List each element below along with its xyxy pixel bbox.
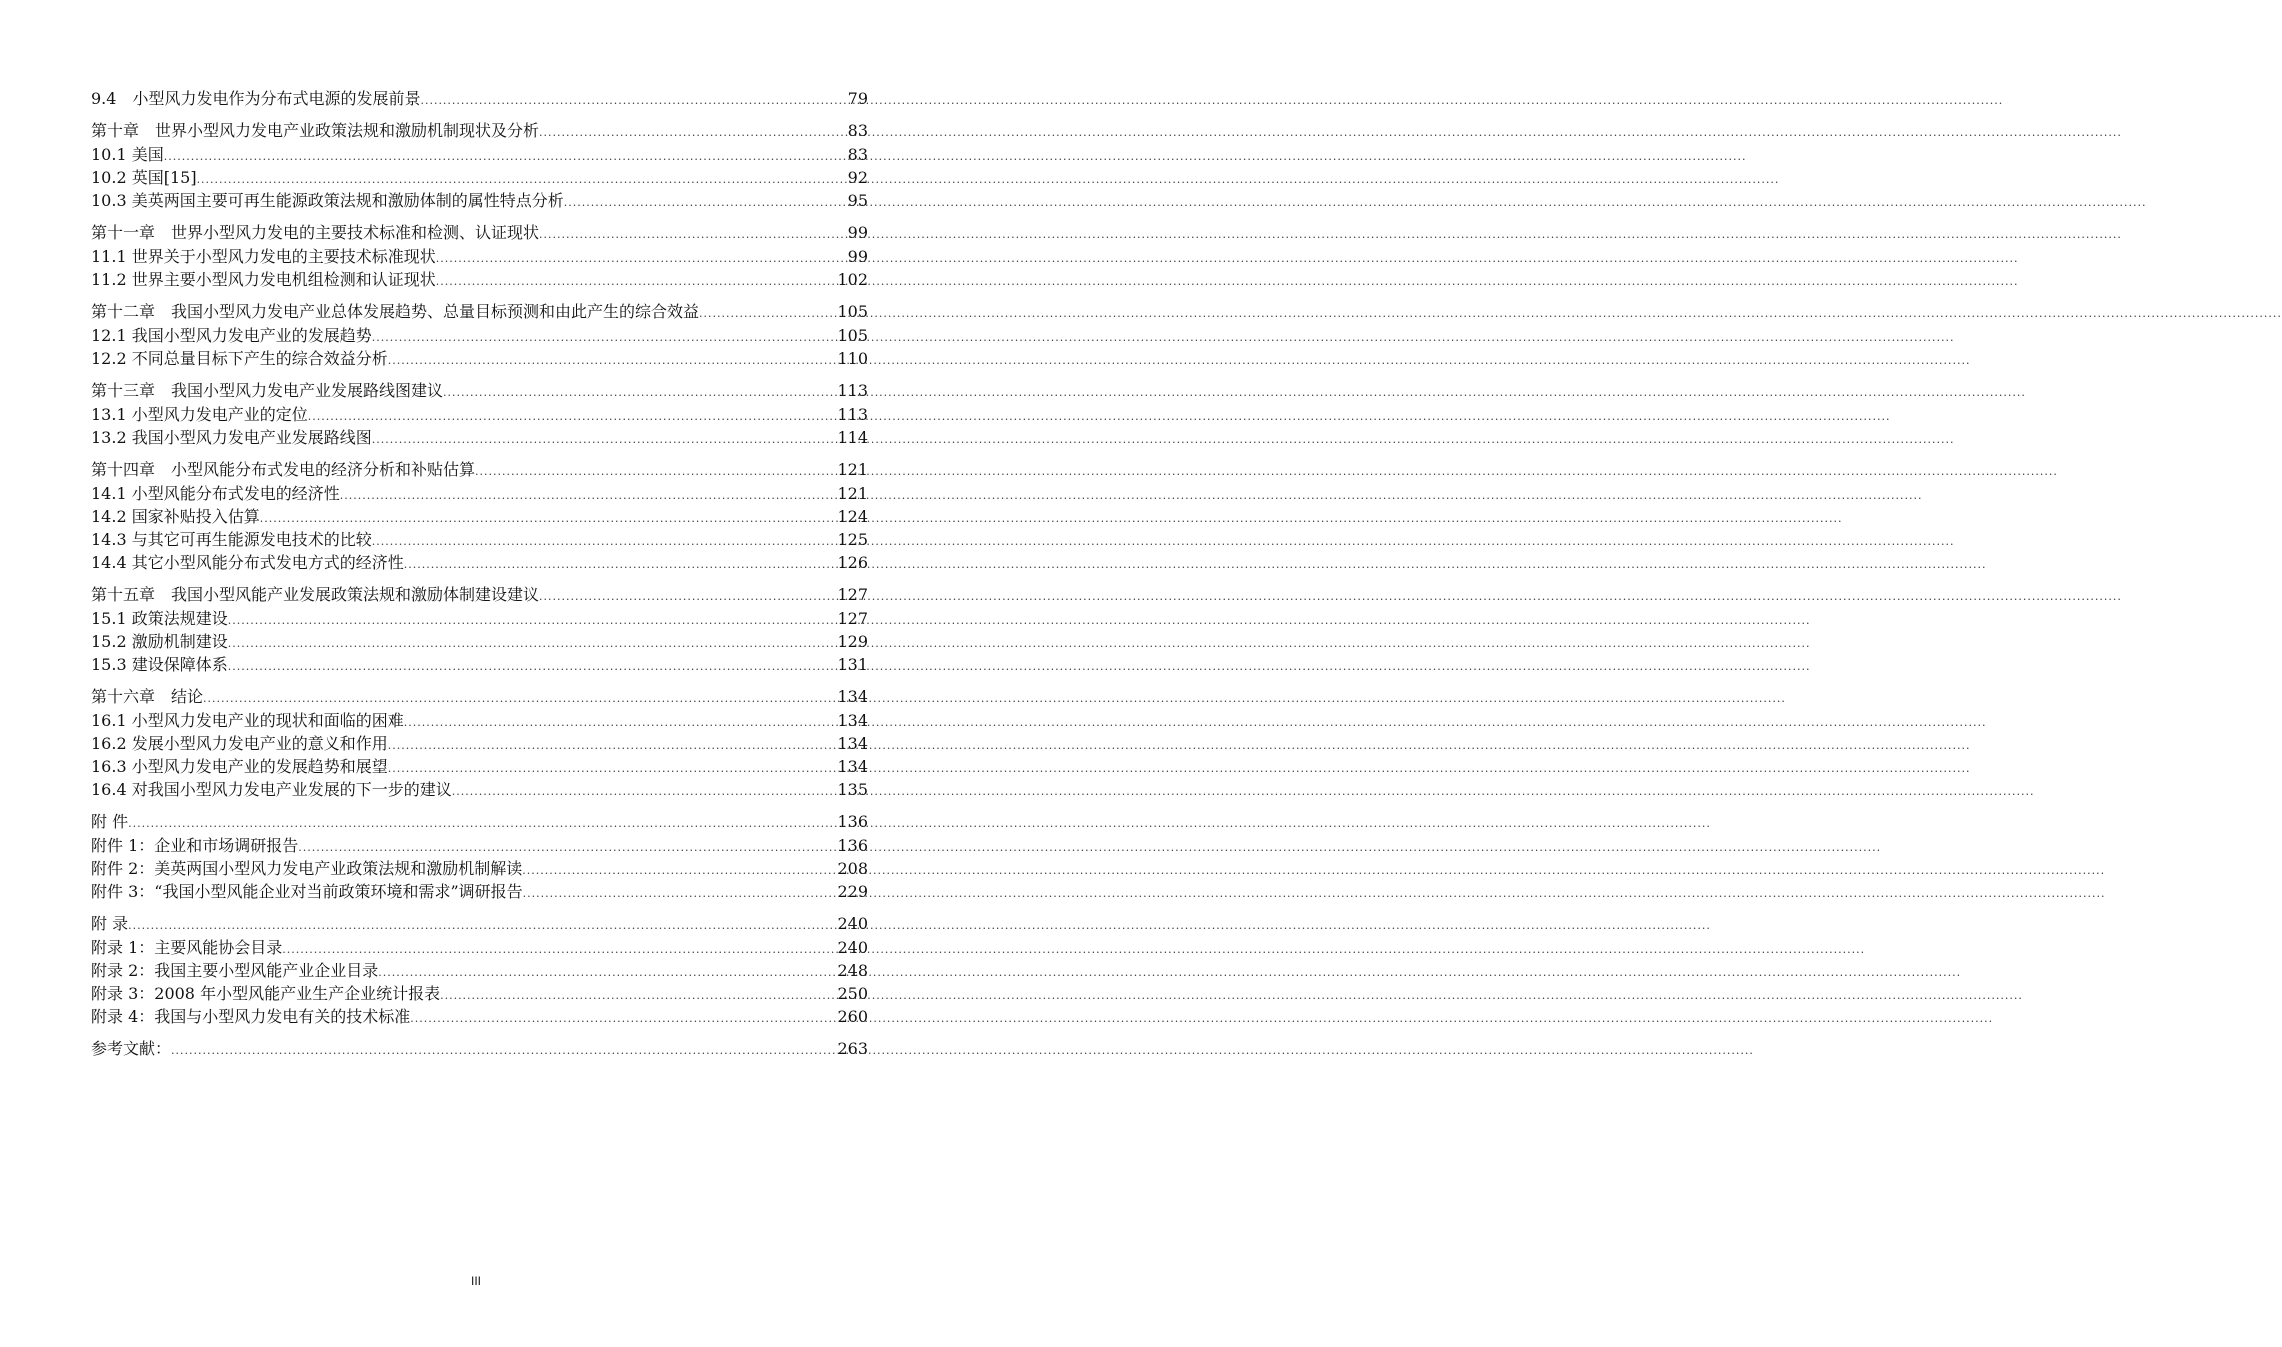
toc-dot-leader	[523, 883, 836, 904]
toc-section-entry[interactable]	[91, 858, 868, 881]
toc-section-entry[interactable]	[91, 835, 868, 858]
toc-entry-title: 第十六章 结论	[91, 687, 204, 706]
toc-section-entry[interactable]	[91, 529, 868, 552]
toc-entry-title: 10.1 美国	[91, 145, 164, 164]
toc-chapter-entry[interactable]	[91, 1038, 868, 1061]
toc-entry-title: 10.3 美英两国主要可再生能源政策法规和激励体制的属性特点分析	[91, 191, 564, 210]
toc-chapter-entry[interactable]	[91, 380, 868, 403]
toc-dot-leader	[699, 303, 835, 324]
toc-entry-title: 14.2 国家补贴投入估算	[91, 507, 260, 526]
toc-entry-title: 11.2 世界主要小型风力发电机组检测和认证现状	[91, 270, 436, 289]
toc-entry-page: 135	[837, 780, 868, 799]
toc-entry-page: 124	[837, 507, 868, 526]
toc-entry-title: 参考文献：	[91, 1039, 172, 1058]
toc-entry-page: 121	[837, 484, 868, 503]
toc-entry-title: 16.4 对我国小型风力发电产业发展的下一步的建议	[91, 780, 452, 799]
toc-section-entry[interactable]	[91, 427, 868, 450]
toc-entry-title: 附 件	[91, 812, 129, 831]
toc-chapter-entry[interactable]	[91, 913, 868, 936]
toc-entry-page: 110	[837, 349, 868, 368]
toc-dot-leader	[539, 224, 846, 245]
toc-entry-title: 第十二章 我国小型风力发电产业总体发展趋势、总量目标预测和由此产生的综合效益	[91, 302, 700, 321]
toc-entry-page: 129	[837, 632, 868, 651]
toc-section-entry[interactable]	[91, 881, 868, 904]
toc-entry-title: 9.4 小型风力发电作为分布式电源的发展前景	[91, 89, 421, 108]
toc-entry-page: 127	[837, 609, 868, 628]
toc-entry-page: 95	[847, 191, 868, 210]
toc-section-entry[interactable]	[91, 710, 868, 733]
toc-dot-leader	[436, 271, 836, 292]
toc-entry-title: 第十一章 世界小型风力发电的主要技术标准和检测、认证现状	[91, 223, 540, 242]
toc-entry-title: 16.3 小型风力发电产业的发展趋势和展望	[91, 757, 388, 776]
toc-entry-page: 126	[837, 553, 868, 572]
toc-dot-leader	[203, 688, 835, 709]
toc-chapter-entry[interactable]	[91, 584, 868, 607]
toc-entry-title: 15.1 政策法规建设	[91, 609, 228, 628]
toc-section-entry[interactable]	[91, 144, 868, 167]
toc-entry-page: 125	[837, 530, 868, 549]
toc-entry-page: 263	[837, 1039, 868, 1058]
toc-entry-title: 14.1 小型风能分布式发电的经济性	[91, 484, 340, 503]
toc-dot-leader	[522, 860, 835, 881]
toc-entry-title: 15.2 激励机制建设	[91, 632, 228, 651]
toc-chapter-entry[interactable]	[91, 459, 868, 482]
toc-entry-page: 102	[837, 270, 868, 289]
toc-entry-title: 14.4 其它小型风能分布式发电方式的经济性	[91, 553, 404, 572]
toc-section-entry[interactable]	[91, 167, 868, 190]
toc-dot-leader	[164, 146, 846, 167]
toc-entry-page: 134	[837, 711, 868, 730]
toc-entry-page: 208	[837, 859, 868, 878]
toc-entry-page: 127	[837, 585, 868, 604]
toc-entry-page: 113	[837, 381, 868, 400]
toc-entry-title: 附录 2：我国主要小型风能产业企业目录	[91, 961, 379, 980]
toc-entry-title: 附件 3：“我国小型风能企业对当前政策环境和需求”调研报告	[91, 882, 523, 901]
toc-section-entry[interactable]	[91, 756, 868, 779]
toc-dot-leader	[404, 712, 836, 733]
toc-entry-page: 114	[837, 428, 868, 447]
toc-entry-page: 240	[837, 914, 868, 933]
toc-dot-leader	[228, 633, 836, 654]
toc-entry-title: 第十五章 我国小型风能产业发展政策法规和激励体制建设建议	[91, 585, 540, 604]
toc-dot-leader	[564, 192, 846, 213]
toc-chapter-entry[interactable]	[91, 686, 868, 709]
toc-entry-page: 99	[847, 247, 868, 266]
toc-entry-page: 260	[837, 1007, 868, 1026]
toc-entry-title: 附件 1：企业和市场调研报告	[91, 836, 299, 855]
toc-dot-leader	[372, 531, 836, 552]
toc-dot-leader	[420, 90, 845, 111]
toc-dot-leader	[298, 837, 835, 858]
toc-section-entry[interactable]	[91, 608, 868, 631]
toc-entry-title: 14.3 与其它可再生能源发电技术的比较	[91, 530, 372, 549]
toc-dot-leader	[228, 610, 836, 631]
toc-dot-leader	[443, 382, 835, 403]
toc-entry-page: 134	[837, 757, 868, 776]
toc-dot-leader	[128, 915, 835, 936]
toc-section-entry[interactable]	[91, 631, 868, 654]
toc-entry-title: 附录 4：我国与小型风力发电有关的技术标准	[91, 1007, 411, 1026]
toc-section-entry[interactable]	[91, 404, 868, 427]
toc-chapter-entry[interactable]	[91, 301, 868, 324]
toc-entry-title: 16.1 小型风力发电产业的现状和面临的困难	[91, 711, 404, 730]
toc-dot-leader	[128, 813, 835, 834]
toc-entry-page: 136	[837, 812, 868, 831]
toc-dot-leader	[340, 485, 836, 506]
toc-entry-page: 136	[837, 836, 868, 855]
toc-dot-leader	[440, 985, 835, 1006]
toc-entry-title: 13.2 我国小型风力发电产业发展路线图	[91, 428, 372, 447]
toc-dot-leader	[171, 1040, 835, 1061]
toc-dot-leader	[308, 406, 836, 427]
toc-entry-page: 105	[837, 302, 868, 321]
toc-section-entry[interactable]	[91, 779, 868, 802]
toc-entry-page: 83	[847, 145, 868, 164]
toc-section-entry[interactable]	[91, 937, 868, 960]
toc-entry-title: 12.1 我国小型风力发电产业的发展趋势	[91, 326, 372, 345]
toc-section-entry[interactable]	[91, 960, 868, 983]
toc-entry-page: 229	[837, 882, 868, 901]
toc-section-entry[interactable]	[91, 190, 868, 213]
toc-entry-page: 113	[837, 405, 868, 424]
toc-entry-title: 13.1 小型风力发电产业的定位	[91, 405, 308, 424]
toc-dot-leader	[197, 169, 846, 190]
toc-dot-leader	[372, 327, 836, 348]
toc-dot-leader	[539, 586, 835, 607]
toc-chapter-entry[interactable]	[91, 222, 868, 245]
toc-entry-title: 第十三章 我国小型风力发电产业发展路线图建议	[91, 381, 444, 400]
toc-dot-leader	[282, 939, 835, 960]
toc-section-entry[interactable]	[91, 269, 868, 292]
toc-entry-page: 121	[837, 460, 868, 479]
toc-section-entry[interactable]	[91, 552, 868, 575]
toc-section-entry[interactable]	[91, 88, 868, 111]
toc-section-entry[interactable]	[91, 246, 868, 269]
toc-entry-title: 11.1 世界关于小型风力发电的主要技术标准现状	[91, 247, 436, 266]
toc-dot-leader	[436, 248, 846, 269]
toc-dot-leader	[410, 1008, 835, 1029]
toc-section-entry[interactable]	[91, 983, 868, 1006]
toc-entry-page: 131	[837, 655, 868, 674]
toc-entry-title: 第十章 世界小型风力发电产业政策法规和激励机制现状及分析	[91, 121, 540, 140]
toc-entry-page: 250	[837, 984, 868, 1003]
toc-entry-title: 附录 1：主要风能协会目录	[91, 938, 283, 957]
toc-entry-page: 79	[847, 89, 868, 108]
toc-section-entry[interactable]	[91, 506, 868, 529]
toc-entry-title: 12.2 不同总量目标下产生的综合效益分析	[91, 349, 388, 368]
toc-section-entry[interactable]	[91, 654, 868, 677]
toc-section-entry[interactable]	[91, 483, 868, 506]
page-number: III	[470, 1274, 481, 1288]
table-of-contents	[91, 88, 868, 1062]
toc-section-entry[interactable]	[91, 348, 868, 371]
toc-dot-leader	[260, 508, 836, 529]
toc-entry-page: 134	[837, 687, 868, 706]
toc-dot-leader	[539, 122, 846, 143]
toc-dot-leader	[388, 735, 836, 756]
toc-dot-leader	[388, 758, 836, 779]
toc-chapter-entry[interactable]	[91, 120, 868, 143]
toc-entry-title: 附录 3：2008 年小型风能产业生产企业统计报表	[91, 984, 441, 1003]
toc-entry-page: 105	[837, 326, 868, 345]
toc-dot-leader	[404, 554, 836, 575]
toc-entry-page: 92	[847, 168, 868, 187]
toc-entry-page: 240	[837, 938, 868, 957]
toc-dot-leader	[372, 429, 836, 450]
toc-entry-title: 15.3 建设保障体系	[91, 655, 228, 674]
toc-entry-title: 第十四章 小型风能分布式发电的经济分析和补贴估算	[91, 460, 476, 479]
toc-entry-title: 10.2 英国[15]	[91, 168, 197, 187]
toc-entry-page: 248	[837, 961, 868, 980]
toc-section-entry[interactable]	[91, 733, 868, 756]
toc-entry-title: 16.2 发展小型风力发电产业的意义和作用	[91, 734, 388, 753]
toc-chapter-entry[interactable]	[91, 811, 868, 834]
toc-dot-leader	[378, 962, 835, 983]
toc-dot-leader	[228, 656, 836, 677]
toc-section-entry[interactable]	[91, 1006, 868, 1029]
toc-dot-leader	[388, 350, 836, 371]
toc-entry-page: 134	[837, 734, 868, 753]
toc-dot-leader	[452, 781, 836, 802]
toc-section-entry[interactable]	[91, 325, 868, 348]
toc-dot-leader	[475, 461, 835, 482]
toc-entry-title: 附件 2：美英两国小型风力发电产业政策法规和激励机制解读	[91, 859, 523, 878]
toc-entry-page: 83	[847, 121, 868, 140]
toc-entry-page: 99	[847, 223, 868, 242]
toc-entry-title: 附 录	[91, 914, 129, 933]
